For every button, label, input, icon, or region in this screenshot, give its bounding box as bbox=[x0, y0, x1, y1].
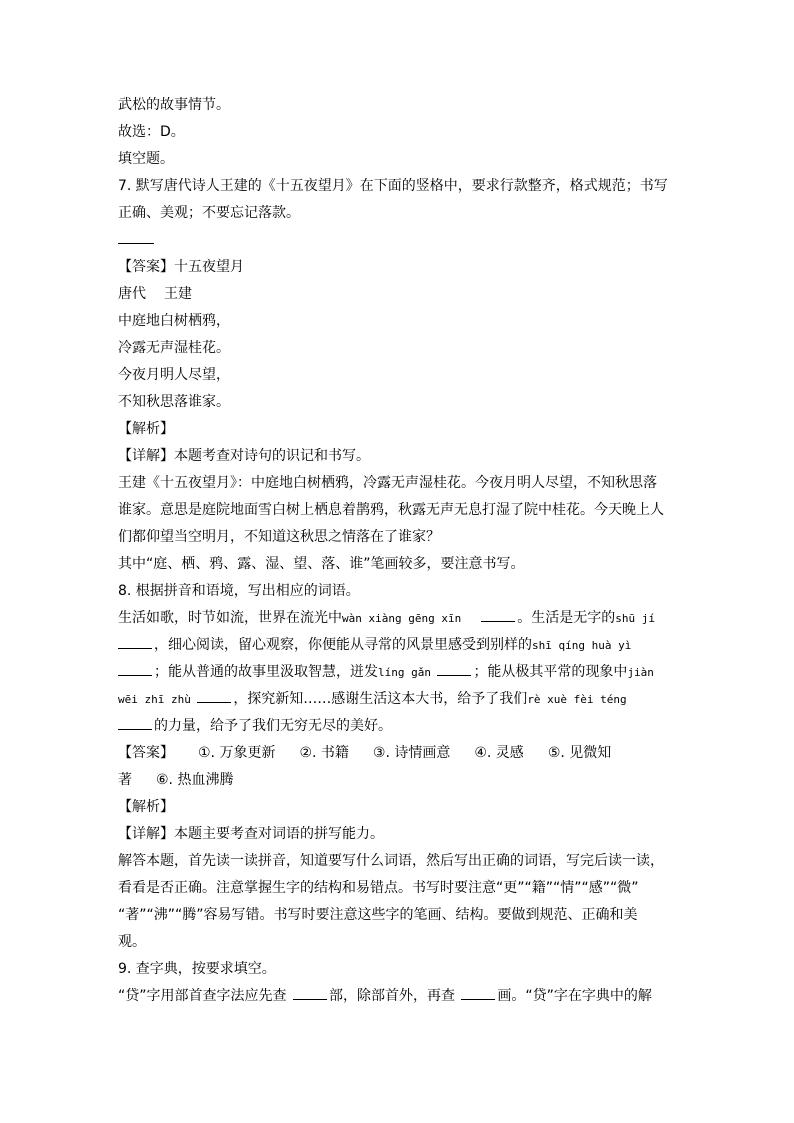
answer-line bbox=[118, 740, 680, 767]
text-segment: 部，除部首外，再查 bbox=[328, 988, 455, 1004]
explanation-text: 们都仰望当空明月，不知道这秋思之情落在了谁家？ bbox=[118, 529, 440, 545]
answer-item: ①. 万象更新 bbox=[198, 745, 276, 761]
question-9-line bbox=[118, 983, 680, 1010]
text-segment: ，探究新知……感谢生活这本大书，给予了我们 bbox=[233, 691, 528, 707]
answer-item: ⑤. 见微知 bbox=[547, 745, 612, 761]
question-8-line bbox=[118, 659, 680, 686]
question-8-title: 8. 根据拼音和语境，写出相应的词语。 bbox=[118, 583, 360, 599]
text-segment: ，细心阅读，留心观察，你便能从寻常的风景里感受到别样的 bbox=[154, 637, 532, 653]
question-8-line bbox=[118, 605, 680, 632]
fill-blank bbox=[197, 688, 231, 703]
fill-blank bbox=[118, 661, 152, 676]
answer-item: ③. 诗情画意 bbox=[372, 745, 451, 761]
explanation-text: 观。 bbox=[118, 934, 146, 950]
fill-blank bbox=[437, 661, 471, 676]
text-line: 故选：D。 bbox=[118, 124, 185, 140]
section-heading: 填空题。 bbox=[118, 151, 174, 167]
fill-blank bbox=[293, 985, 327, 1000]
pinyin: wàn xiàng gēng xīn bbox=[342, 612, 462, 625]
answer-blank-line bbox=[118, 227, 680, 254]
text-line: 武松的故事情节。 bbox=[118, 97, 230, 113]
answer-line bbox=[118, 767, 680, 794]
poem-line: 冷露无声湿桂花。 bbox=[118, 340, 230, 356]
pinyin: wēi zhī zhù bbox=[118, 693, 191, 706]
analysis-label: 【解析】 bbox=[118, 421, 174, 437]
explanation-text: 王建《十五夜望月》：中庭地白树栖鸦，冷露无声湿桂花。今夜月明人尽望，不知秋思落 bbox=[118, 475, 657, 491]
poem-author: 王建 bbox=[164, 286, 192, 302]
poem-era: 唐代 bbox=[118, 286, 146, 302]
answer-item: ⑥. 热血沸腾 bbox=[156, 772, 234, 788]
question-7-text: 正确、美观；不要忘记落款。 bbox=[118, 205, 300, 221]
question-7-text: 7. 默写唐代诗人王建的《十五夜望月》在下面的竖格中，要求行款整齐，格式规范；书写 bbox=[118, 178, 668, 194]
explanation-text: 解答本题，首先读一读拼音，知道要写什么词语，然后写出正确的词语，写完后读一读， bbox=[118, 853, 664, 869]
text-segment: ；能从极其平常的现象中 bbox=[473, 664, 628, 680]
poem-line: 中庭地白树栖鸦， bbox=[118, 313, 230, 329]
question-8-line bbox=[118, 686, 680, 713]
analysis-label: 【解析】 bbox=[118, 799, 174, 815]
answer-label: 【答案】 bbox=[118, 745, 174, 761]
question-9-title: 9. 查字典，按要求填空。 bbox=[118, 961, 276, 977]
explanation-text: 谁家。意思是庭院地面雪白树上栖息着鹊鸦，秋露无声无息打湿了院中桂花。今天晚上人 bbox=[118, 502, 664, 518]
fill-blank bbox=[118, 715, 152, 730]
fill-blank bbox=[461, 985, 495, 1000]
poem-line: 不知秋思落谁家。 bbox=[118, 394, 230, 410]
explanation-text: 看看是否正确。注意掌握生字的结构和易错点。书写时要注意“更”“籍”“情”“感”“微” bbox=[118, 880, 639, 896]
underline-blank bbox=[118, 231, 154, 244]
explanation-text: 其中“庭、栖、鸦、露、湿、望、落、谁”笔画较多，要注意书写。 bbox=[118, 556, 525, 572]
question-8-line bbox=[118, 632, 680, 659]
text-segment: 。生活是无字的 bbox=[517, 610, 616, 626]
answer-item: ④. 灵感 bbox=[474, 745, 524, 761]
document-page bbox=[118, 92, 680, 1010]
pinyin: líng gǎn bbox=[378, 666, 431, 679]
answer-title: 【答案】十五夜望月 bbox=[118, 259, 244, 275]
text-segment: 画。“贷”字在字典中的解 bbox=[497, 988, 652, 1004]
answer-item-cont: 著 bbox=[118, 772, 132, 788]
question-8-line bbox=[118, 713, 680, 740]
detail-text: 【详解】本题主要考查对词语的拼写能力。 bbox=[118, 826, 384, 842]
fill-blank bbox=[481, 607, 515, 622]
text-segment: 的力量，给予了我们无穷无尽的美好。 bbox=[154, 718, 392, 734]
pinyin: shū jí bbox=[615, 612, 655, 625]
text-segment: “贷”字用部首查字法应先查 bbox=[118, 988, 287, 1004]
detail-text: 【详解】本题考查对诗句的识记和书写。 bbox=[118, 448, 370, 464]
poem-author-line bbox=[118, 281, 680, 308]
poem-line: 今夜月明人尽望， bbox=[118, 367, 230, 383]
fill-blank bbox=[118, 634, 152, 649]
answer-item: ②. 书籍 bbox=[299, 745, 349, 761]
explanation-text: “著”“沸”“腾”容易写错。书写时要注意这些字的笔画、结构。要做到规范、正确和美 bbox=[118, 907, 638, 923]
pinyin: shī qíng huà yì bbox=[532, 639, 632, 652]
pinyin: rè xuè fèi téng bbox=[527, 693, 627, 706]
text-segment: 生活如歌，时节如流，世界在流光中 bbox=[118, 610, 342, 626]
pinyin: jiàn bbox=[627, 666, 654, 679]
text-segment: ；能从普通的故事里汲取智慧，迸发 bbox=[154, 664, 378, 680]
